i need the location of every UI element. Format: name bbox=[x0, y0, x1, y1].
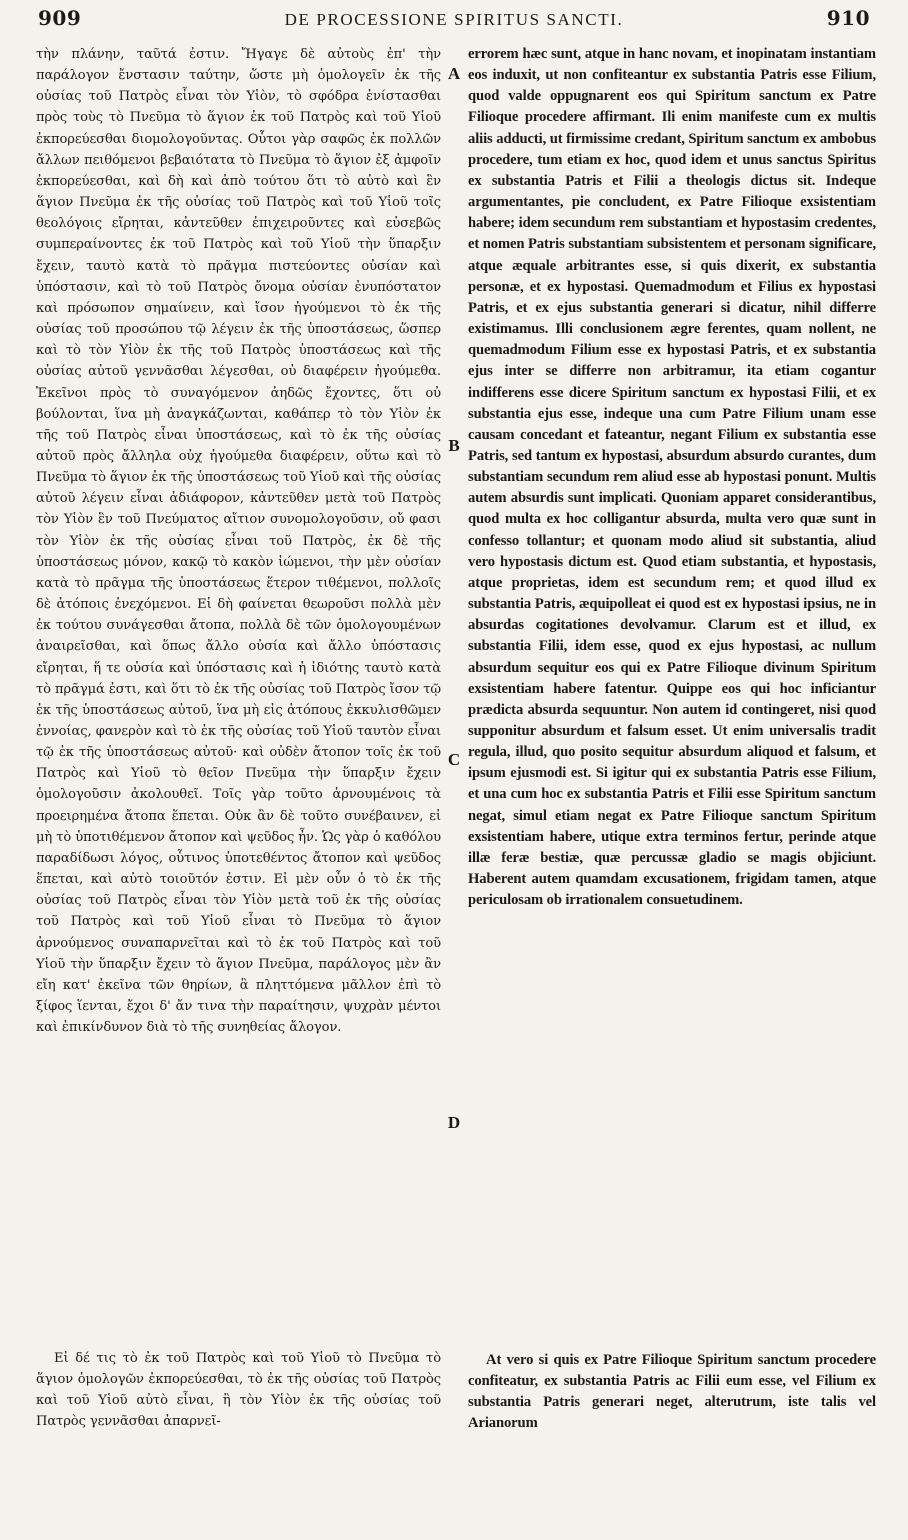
section-marker-c: C bbox=[447, 750, 461, 769]
right-page-number: 910 bbox=[826, 6, 870, 30]
greek-column bbox=[36, 44, 441, 1430]
latin-paragraph-2: At vero si quis ex Patre Filioque Spiritum sanctum procedere confiteatur, ex substantia Patris ac Filii eum esse, vel Filium ex substantia Patris generari neget, alterutrum, iste talis vel Arianorum bbox=[468, 1352, 876, 1432]
running-header bbox=[0, 0, 908, 40]
greek-paragraph-2: Εἰ δέ τις τὸ ἐκ τοῦ Πατρὸς καὶ τοῦ Υἱοῦ τὸ Πνεῦμα τὸ ἅγιον ὁμολογῶν ἐκπορεύεσθαι, τὸ ἐκ τῆς οὐσίας τοῦ Πατρὸς καὶ τοῦ Υἱοῦ αὐτὸ εἶναι, ἢ τὸν Υἱὸν ἐκ τῆς οὐσίας τοῦ Πατρὸς γεννᾶσθαι ἀπαρνεῖ- bbox=[36, 1351, 441, 1430]
greek-paragraph-1: τὴν πλάνην, ταῦτά ἐστιν. Ἤγαγε δὲ αὐτοὺς ἐπ' τὴν παράλογον ἔνστασιν ταύτην, ὥστε μὴ ὁμολογεῖν ἐκ τῆς οὐσίας τοῦ Πατρὸς εἶναι τὸν Υἱὸν, τὸ σφόδρα ἐνίστασθαι πρὸς τοὺς τὸ Πνεῦμα τὸ ἅγιον ἐκ τοῦ Πατρὸς καὶ τοῦ Υἱοῦ ἐκπορεύεσθαι διομολογοῦντας. Οὗτοι γὰρ σαφῶς ἐκ πολλῶν ἄλλων πειθόμενοι βεβαιότατα τὸ Πνεῦμα τὸ ἅγιον ἐξ ἀμφοῖν ἐκπορεύεσθαι, καὶ δὴ καὶ ἀπὸ τούτου ὅτι τὸ αὐτὸ καὶ ἓν ἅγιον Πνεῦμα ἐκ τῆς οὐσίας τοῦ Πατρὸς καὶ τοῦ Υἱοῦ τοῖς θεολόγοις εἴρηται, κἀντεῦθεν ἐπιχειροῦντες καὶ εὐσεβῶς συμπεραίνοντες ἐκ τοῦ Πατρὸς καὶ τοῦ Υἱοῦ τὴν ὕπαρξιν ἔχειν, ταυτὸ κατὰ τὸ πρᾶγμα πιστεύοντες οὐσίαν καὶ ὑπόστασιν, καὶ τὸ τοῦ Πατρὸς ὄνομα οὐσίαν ἐνυπόστατον καὶ πρόσωπον σημαίνειν, καὶ ἴσον ἡγούμενοι τὸ ἐκ τῆς οὐσίας τοῦ προσώπου τῷ λέγειν ἐκ τῆς ὑποστάσεως, ὥσπερ καὶ τὸ τὸν Υἱὸν ἐκ τῆς τοῦ Πατρὸς ὑποστάσεως καὶ τῆς οὐσίας αὐτοῦ γεννᾶσθαι λέγεσθαι, οὐ διαφέρειν ἡγούμεθα. Ἐκεῖνοι πρὸς τὸ συναγόμενον ἀηδῶς ἔχοντες, ὅτι οὐ βούλονται, ἵνα μὴ ἀναγκάζωνται, καθάπερ τὸ τὸν Υἱὸν ἐκ τῆς τοῦ Πατρὸς εἶναι ὑποστάσεως, καὶ τὸ ἐκ τῆς οὐσίας αὐτοῦ πρὸς ἄλληλα οὐχ ἡγούμεθα διαφέρειν, οὕτω καὶ τὸ Πνεῦμα τὸ ἅγιον ἐκ τῆς ὑποστάσεως τοῦ Υἱοῦ καὶ τῆς οὐσίας αὐτοῦ λέγειν εἶναι ἀδιάφορον, κἀντεῦθεν μετὰ τοῦ Πατρὸς τὸν Υἱὸν ἓν τοῦ Πνεύματος αἴτιον συνομολογοῦσιν, οὔ φασι τὸν Υἱὸν ἐκ τῆς οὐσίας εἶναι τοῦ Πατρὸς, ἐκ δὲ τῆς ὑποστάσεως μόνον, κακῷ τὸ κακὸν ἰώμενοι, τὴν μὲν οὐσίαν κατὰ τὸ πρᾶγμα τῆς ὑποστάσεως ἕτερον τιθέμενοι, πολλοῖς δὲ ἀτόποις ἐνεχόμενοι. Εἰ δὴ φαίνεται θεωροῦσι πολλὰ μὲν ἐκ τούτου συνάγεσθαι ἄτοπα, πολλὰ δὲ τῶν ὁμολογουμένων ἀναιρεῖσθαι, καὶ ὅπως ἄλλο οὐσία καὶ ἄλλο ὑπόστασις εἴρηται, ἥ τε οὐσία καὶ ὑπόστασις καὶ ἡ ἰδιότης ταυτὸ κατὰ τὸ πρᾶγμά ἐστι, καὶ ὅτι τὸ ἐκ τῆς οὐσίας τοῦ Πατρὸς ἴσον τῷ ἐκ τῆς ὑποστάσεως αὐτοῦ, ἵνα μὴ εἰς ἀτόπους ἐκκυλισθῶμεν ἐννοίας, φανερὸν καὶ τὸ ἐκ τῆς οὐσίας τοῦ Υἱοῦ ταυτὸν εἶναι τῷ ἐκ τῆς ὑποστάσεως αὐτοῦ· καὶ οὐδὲν ἄτοπον τοῖς ἐκ τοῦ Πατρὸς καὶ Υἱοῦ τὸ θεῖον Πνεῦμα τὴν ὕπαρξιν ἔχειν ὁμολογοῦσιν ἀκολουθεῖ. Τοῖς γὰρ τοῦτο ἀρνουμένοις τὰ προειρημένα ἄτοπα ἕπεται. Οὐκ ἂν δὲ τοῦτο συνέβαινεν, εἰ μὴ τὸ ὑποτιθέμενον ἄτοπον καὶ ψεῦδος ἦν. Ὡς γὰρ ὁ καθόλου παραδίδωσι λόγος, οὗτινος ὑποτεθέντος ἄτοπον καὶ ψεῦδος ἕπεται, καὶ αὐτὸ τοιοῦτόν ἐστιν. Εἰ μὲν οὖν ὁ τὸ ἐκ τῆς οὐσίας τοῦ Πατρὸς εἶναι τὸν Υἱὸν μετὰ τοῦ ἐκ τῆς οὐσίας τοῦ Πατρὸς καὶ τοῦ Υἱοῦ εἶναι τὸ Πνεῦμα τὸ ἅγιον ἀρνούμενος συναπαρνεῖται καὶ τὸ ἐκ τοῦ Πατρὸς καὶ τοῦ Υἱοῦ τὴν ὕπαρξιν ἔχειν τὸ ἅγιον Πνεῦμα, παράλογος μὲν ἂν εἴη κατ' ἐκεῖνα τῶν θηρίων, ἃ πληττόμενα μᾶλλον ἐπὶ τὸ ξίφος ἵενται, ἔχοι δ' ἄν τινα τὴν παραίτησιν, ψυχρὰν μέντοι καὶ ἐπικίνδυνον διὰ τὸ τῆς συνηθείας ἄλογον. bbox=[36, 47, 441, 1036]
section-marker-a: A bbox=[447, 64, 461, 83]
latin-paragraph-1: errorem hæc sunt, atque in hanc novam, et inopinatam instantiam eos induxit, ut non confiteantur ex substantia Patris esse Filium, quod valde oppugnarent eos qui Spiritum sanctum ex Patre Filioque procedere affirmant. Ili enim manifeste cum ex multis aliis adducti, ut firmissime credant, Spiritum sanctum ex ambobus procedere, tum etiam ex hoc, quod idem et unus sanctus Spiritus ex substantia Patris et Filii a theologis dictus sit. Indeque argumentantes, pie concludent, ex Patre Filioque exsistentiam habere; idem secundum rem substantiam et hypostasim credentes, et nomen Patris substantiam subsistentem et personam significare, atque æquale arbitrantes esse, si quis dixerit, ex substantia personæ, et ex hypostasi. Quemadmodum et Filius ex hypostasi Patris, et ex ejus substantia generari si dicatur, nihil differre existimamus. Illi conclusionem ægre ferentes, quam nollent, ne quemadmodum Filium esse ex hypostasi Patris, et ex substantia ejus inter se differre non arbitramur, ita etiam cogantur indifferens esse dicere Spiritum sanctum ex hypostasi Filii, et ex substantia ejus esse, indeque una cum Patre Filium unam esse causam concedant et fateantur, negant Filium ex substantia esse Patris, sed tantum ex hypostasi, absurdum absurdo curantes, dum substantiam secundum rem aliud esse ab hypostasi ponunt. Multis autem absurdis sunt implicati. Quoniam apparet considerantibus, quod multa ex hoc colligantur absurda, multa vero quæ sunt in confesso tollantur; et quonam modo aliud sit substantia, aliud vero hypostasis dictum est. Quod etiam substantia, et hypostasis, atque proprietas, idem est secundum rem; et quod illud ex substantia Patris, æquipolleat ei quod est ex hypostasi ipsius, ne in absurdas cogitationes devolvamur. Clarum est et illud, ex substantia Filii, idem esse, quod ex ejus hypostasi, ac nullum absurdum sequitur eos qui ex Patre Filioque divinum Spiritum exsistentiam habere fatentur. Quippe eos qui hoc inficiantur prædicta absurda sequuntur. Non autem id contingeret, nisi quod supponitur absurdum et falsum esset. Ut enim universalis tradit regula, illud, quo posito sequitur absurdum aliquod et falsum, et ipsum ejusmodi est. Si igitur qui ex substantia Patris esse Filium, et una cum hoc ex substantia Patris et Filii esse Spiritum sanctum negat, simul etiam negat ex Patre Filioque sanctum Spiritum exsistentiam habere, utique extra terminos fertur, perinde atque illæ feræ bestiæ, quæ percussæ gladio se magis objiciunt. Haberent autem quamdam excusationem, frigidam tamen, atque periculosam ob irrationalem consuetudinem. bbox=[468, 46, 876, 909]
running-title: DE PROCESSIONE SPIRITUS SANCTI. bbox=[284, 10, 624, 29]
latin-column bbox=[468, 44, 876, 1432]
section-marker-d: D bbox=[447, 1113, 461, 1132]
section-marker-b: B bbox=[448, 436, 460, 455]
left-page-number: 909 bbox=[38, 6, 82, 30]
